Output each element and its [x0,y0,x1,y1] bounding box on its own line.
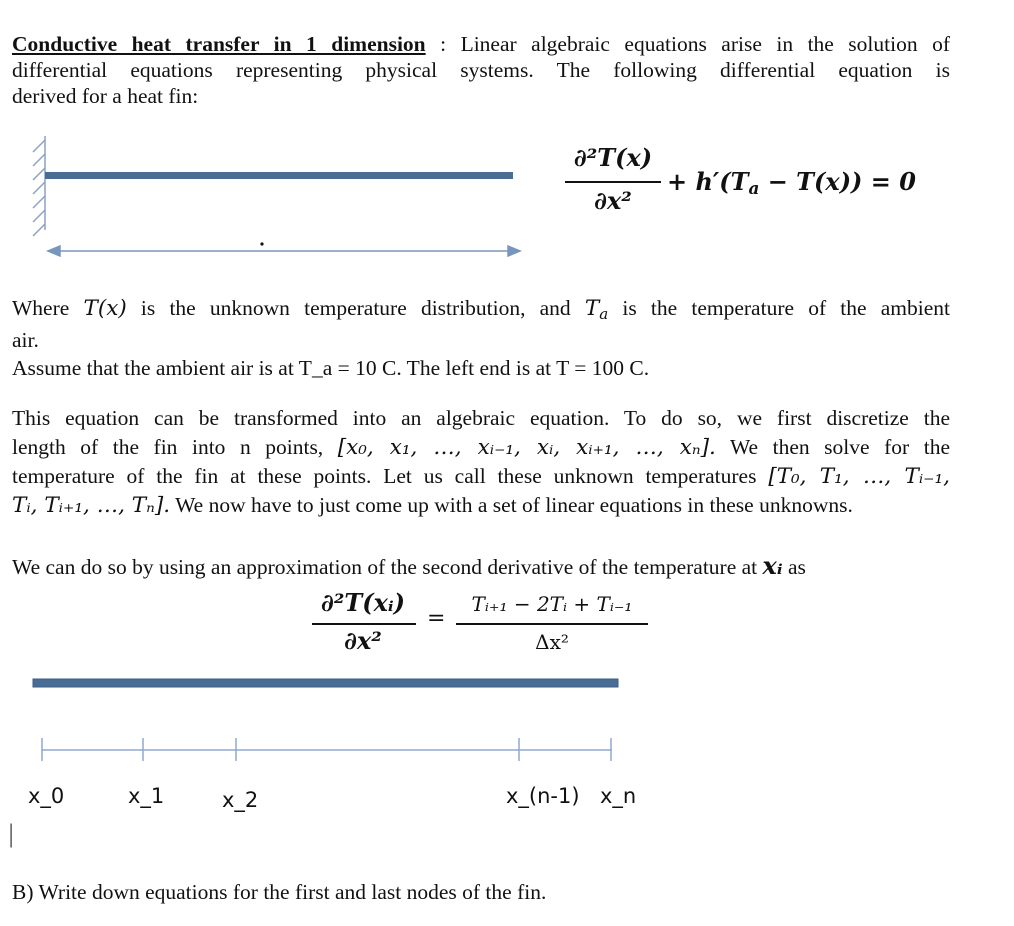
node-label-xn: x_n [600,784,637,808]
fin-bar-2 [33,679,618,687]
fin-bar [45,172,513,179]
transform-line-4: Tᵢ, Tᵢ₊₁, …, Tₙ]. We now have to just come up with a set of linear equations in these unknowns. [12,493,853,518]
fin-diagram [0,130,540,265]
eq2-lhs-bar [312,623,416,625]
question-text: B) Write down equations for the first and last nodes of the fin. [12,880,547,904]
eq2-equals: = [427,606,446,631]
eq2-lhs-denominator: ∂x² [344,626,382,655]
eq2-rhs-bar [456,623,648,625]
question-paragraph [12,879,950,905]
eq1-fraction-bar [565,181,661,183]
approx-paragraph [12,553,950,580]
transform-line-3: temperature of the fin at these points. Let us call these unknown temperatures [T₀, T₁, …, Tᵢ₋₁, [12,464,950,489]
text-cursor: | [7,820,16,848]
midpoint-dot [260,242,263,245]
eq1-numerator: ∂²T(x) [573,143,653,172]
node-label-x1: x_1 [128,784,165,808]
discretized-fin-diagram [0,670,640,770]
transform-line-1: This equation can be transformed into an algebraic equation. To do so, we first discretize the [12,406,950,430]
wall-hatch [33,136,45,236]
where-paragraph [12,295,950,381]
where-line-3: Assume that the ambient air is at T_a = 10 C. The left end is at T = 100 C. [12,356,650,380]
intro-line-1: Conductive heat transfer in 1 dimension : Linear algebraic equations arise in the solution of [12,32,950,56]
intro-line-3: derived for a heat fin: [12,84,199,108]
where-line-1: Where T(x) is the unknown temperature distribution, and $T_a$ is the temperature of the ambient [12,296,950,323]
eq2-rhs-denominator: Δx² [535,630,569,654]
transform-line-2: length of the fin into n points, [x₀, x₁, …, xᵢ₋₁, xᵢ, xᵢ₊₁, …, xₙ]. We then solve for the [12,435,950,460]
node-label-x0: x_0 [28,784,65,808]
approx-line-1: We can do so by using an approximation of the second derivative of the temperature at xᵢ as [12,551,806,580]
transform-paragraph [12,404,950,520]
node-axis [42,738,612,761]
node-label-x2: x_2 [222,788,259,812]
section-heading: Conductive heat transfer in 1 dimension [12,32,426,56]
eq2-rhs-numerator: Tᵢ₊₁ − 2Tᵢ + Tᵢ₋₁ [471,592,633,616]
intro-line-2: differential equations representing physical systems. The following differential equation is [12,58,950,82]
eq2-lhs-numerator: ∂²T(xᵢ) [321,588,405,617]
intro-paragraph [12,31,950,109]
length-arrow [48,246,520,256]
eq1-denominator: ∂x² [594,186,632,215]
eq1-rest: + $h'(T_a - T(x)) = 0$ [667,167,916,198]
where-line-2: air. [12,328,39,352]
node-label-xn-1: x_(n-1) [506,784,580,808]
